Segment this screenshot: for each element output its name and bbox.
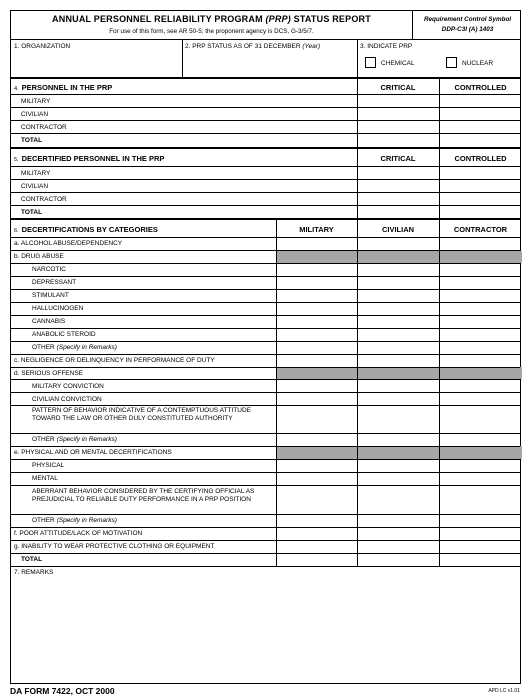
section-5-row-contractor: CONTRACTOR [21,196,67,203]
drug-abuse-shaded-cells [276,251,522,263]
section-5-heading: 5. DECERTIFIED PERSONNEL IN THE PRP [14,154,165,163]
cat-f-poor-attitude: f. POOR ATTITUDE/LACK OF MOTIVATION [14,530,143,537]
section-6-contractor-header: CONTRACTOR [453,225,508,234]
section-4-heading: 4. PERSONNEL IN THE PRP [14,83,113,92]
drug-narcotic: NARCOTIC [32,266,66,273]
organization-field[interactable] [14,53,179,75]
offense-civilian-conviction: CIVILIAN CONVICTION [32,396,102,403]
physical-mental-shaded-cells [276,446,522,459]
cat-g-protective-clothing: g. INABILITY TO WEAR PROTECTIVE CLOTHING OR EQUIPMENT [14,543,215,550]
drug-other: OTHER (Specify in Remarks) [32,344,117,351]
offense-other: OTHER (Specify in Remarks) [32,436,117,443]
drug-cannabis: CANNABIS [32,318,66,325]
prp-status-report-form [10,10,521,684]
decert-mental: MENTAL [32,475,58,482]
section-4-controlled-header: CONTROLLED [454,83,507,92]
section-5-row-civilian: CIVILIAN [21,183,49,190]
form-number: DA FORM 7422, OCT 2000 [10,686,115,696]
decert-aberrant-behavior: ABERRANT BEHAVIOR CONSIDERED BY THE CERTIFYING OFFICIAL AS PREJUDICIAL TO RELIABLE DUTY PERFORMANCE IN A PRP POSITION [32,488,255,503]
section-6-civilian-header: CIVILIAN [381,225,415,234]
cat-a-alcohol: a. ALCOHOL ABUSE/DEPENDENCY [14,240,123,247]
section-4-row-contractor: CONTRACTOR [21,124,67,131]
drug-anabolic-steroid: ANABOLIC STEROID [32,331,96,338]
chemical-checkbox[interactable] [365,57,376,68]
offense-military-conviction: MILITARY CONVICTION [32,383,104,390]
chemical-label: CHEMICAL [381,60,415,67]
form-subtitle: For use of this form, see AR 50-5; the proponent agency is DCS, G-3/5/7. [109,28,314,35]
decert-other: OTHER (Specify in Remarks) [32,517,117,524]
drug-hallucinogen: HALLUCINOGEN [32,305,84,312]
requirement-control-symbol: Requirement Control Symbol DDP-C3I (A) 1403 [412,11,522,39]
remarks-field[interactable] [14,579,518,681]
form-version: APD LC v1.01 [488,688,520,694]
cat-c-negligence: c. NEGLIGENCE OR DELINQUENCY IN PERFORMANCE OF DUTY [14,357,215,364]
cat-d-serious-offense: d. SERIOUS OFFENSE [14,370,83,377]
organization-label: 1. ORGANIZATION [14,43,71,50]
prp-status-date-field[interactable] [185,53,355,75]
section-5-critical-header: CRITICAL [380,154,416,163]
nuclear-label: NUCLEAR [462,60,494,67]
offense-pattern-of-behavior: PATTERN OF BEHAVIOR INDICATIVE OF A CONTEMPTUOUS ATTITUDE TOWARD THE LAW OR OTHER DULY CONSTITUTED AUTHORITY [32,407,251,422]
section-4-critical-header: CRITICAL [380,83,416,92]
decert-physical: PHYSICAL [32,462,65,469]
section-6-military-header: MILITARY [299,225,334,234]
section-4-row-military: MILITARY [21,98,51,105]
indicate-prp-label: 3. INDICATE PRP [360,43,413,50]
serious-offense-shaded-cells [276,367,522,379]
nuclear-checkbox[interactable] [446,57,457,68]
section-6-heading: 6. DECERTIFICATIONS BY CATEGORIES [14,225,158,234]
section-5-row-military: MILITARY [21,170,51,177]
section-5-row-total: TOTAL [21,209,43,216]
drug-stimulant: STIMULANT [32,292,69,299]
form-title: ANNUAL PERSONNEL RELIABILITY PROGRAM (PRP) STATUS REPORT [52,14,371,24]
prp-status-date-label: 2. PRP STATUS AS OF 31 DECEMBER (Year) [185,43,321,50]
section-4-row-civilian: CIVILIAN [21,111,49,118]
cat-e-physical-mental: e. PHYSICAL AND OR MENTAL DECERTIFICATIONS [14,449,172,456]
cat-b-drug-abuse: b. DRUG ABUSE [14,253,64,260]
drug-depressant: DEPRESSANT [32,279,77,286]
section-5-controlled-header: CONTROLLED [454,154,507,163]
section-4-row-total: TOTAL [21,137,43,144]
section-6-total: TOTAL [21,556,43,563]
remarks-label: 7. REMARKS [14,569,54,576]
